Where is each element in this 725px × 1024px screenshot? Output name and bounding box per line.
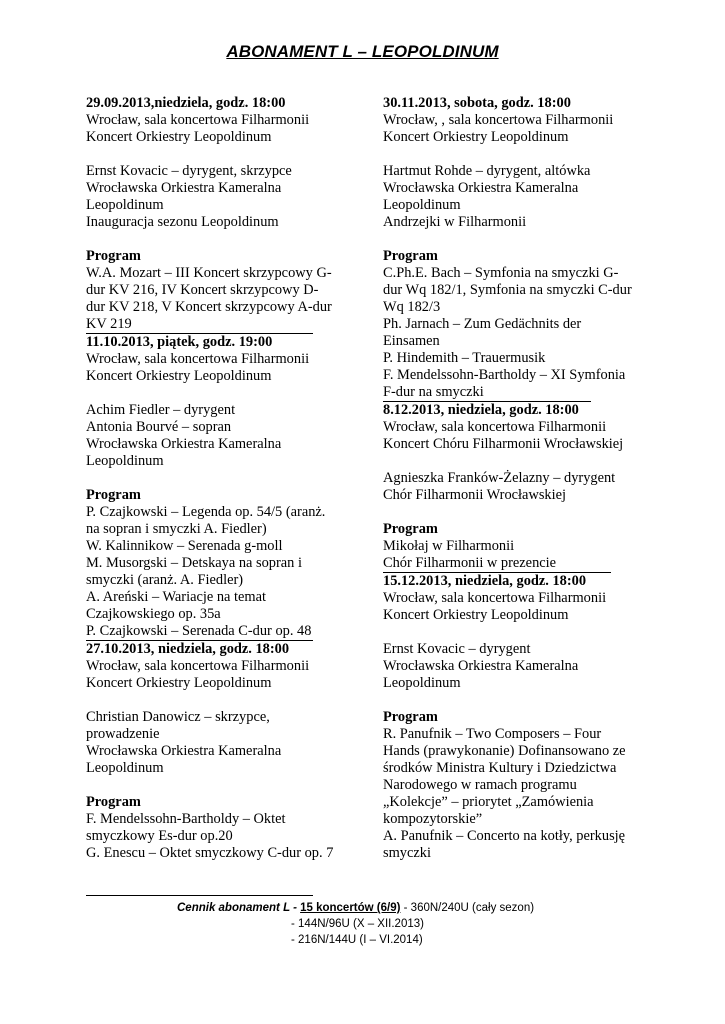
concert-place-line: Koncert Orkiestry Leopoldinum — [86, 368, 272, 384]
performer-line: Agnieszka Franków-Żelazny – dyrygent — [383, 470, 616, 486]
program-line: smyczki — [383, 845, 431, 861]
performer-line: Inauguracja sezonu Leopoldinum — [86, 214, 279, 230]
footer-divider — [86, 895, 313, 896]
performer-line: Ernst Kovacic – dyrygent — [383, 641, 531, 657]
concert-place-line: Wrocław, sala koncertowa Filharmonii — [86, 351, 310, 367]
concert-entry — [86, 334, 368, 640]
performer-line: Chór Filharmonii Wrocławskiej — [383, 487, 567, 503]
spacer — [383, 504, 659, 521]
program-line: dur KV 216, IV Koncert skrzypcowy D- — [86, 282, 319, 298]
concert-place-line: Wrocław, sala koncertowa Filharmonii — [383, 419, 607, 435]
program-line: W.A. Mozart – III Koncert skrzypcowy G- — [86, 265, 332, 281]
program-line: KV 219 — [86, 316, 132, 332]
concert-place-line: Wrocław, sala koncertowa Filharmonii — [86, 658, 310, 674]
performer-line: Hartmut Rohde – dyrygent, altówka — [383, 163, 591, 179]
concert-date: 29.09.2013,niedziela, godz. 18:00 — [86, 95, 286, 111]
program-line: F. Mendelssohn-Bartholdy – XI Symfonia — [383, 367, 626, 383]
concert-place-line: Koncert Chóru Filharmonii Wrocławskiej — [383, 436, 624, 452]
concert-entry — [383, 402, 659, 572]
price-label: Cennik abonament L - — [177, 902, 301, 914]
program-line: C.Ph.E. Bach – Symfonia na smyczki G- — [383, 265, 619, 281]
spacer — [383, 624, 659, 641]
program-line: dur KV 218, V Koncert skrzypcowy A-dur — [86, 299, 332, 315]
program-line: „Kolekcje” – priorytet „Zamówienia — [383, 794, 594, 810]
concert-date: 27.10.2013, niedziela, godz. 18:00 — [86, 641, 290, 657]
program-heading: Program — [383, 248, 438, 264]
program-line: Mikołaj w Filharmonii — [383, 538, 515, 554]
spacer — [86, 470, 368, 487]
right-column — [383, 95, 659, 862]
program-line: Czajkowskiego op. 35a — [86, 606, 221, 622]
program-line: dur Wq 182/1, Symfonia na smyczki C-dur — [383, 282, 632, 298]
program-line: W. Kalinnikow – Serenada g-moll — [86, 538, 283, 554]
program-heading: Program — [383, 521, 438, 537]
program-line: smyczki (aranż. A. Fiedler) — [86, 572, 244, 588]
concert-date: 30.11.2013, sobota, godz. 18:00 — [383, 95, 571, 111]
price-line-autumn: - 144N/96U (X – XII.2013) — [291, 918, 424, 930]
program-line: Chór Filharmonii w prezencie — [383, 555, 557, 571]
price-line-spring: - 216N/144U (I – VI.2014) — [291, 934, 423, 946]
page-title: ABONAMENT L – LEOPOLDINUM — [226, 42, 499, 61]
spacer — [86, 231, 368, 248]
program-line: na sopran i smyczki A. Fiedler) — [86, 521, 267, 537]
performer-line: Leopoldinum — [86, 453, 164, 469]
price-line-season — [177, 900, 534, 916]
performer-line: Wrocławska Orkiestra Kameralna — [383, 180, 579, 196]
performer-line: Ernst Kovacic – dyrygent, skrzypce — [86, 163, 292, 179]
performer-line: Leopoldinum — [86, 197, 164, 213]
performer-line: Christian Danowicz – skrzypce, — [86, 709, 270, 725]
concert-place-line: Wrocław, sala koncertowa Filharmonii — [383, 590, 607, 606]
spacer — [86, 146, 368, 163]
concert-place-line: Wrocław, sala koncertowa Filharmonii — [86, 112, 310, 128]
program-line: Ph. Jarnach – Zum Gedächnits der — [383, 316, 582, 332]
program-heading: Program — [86, 248, 141, 264]
concert-date: 8.12.2013, niedziela, godz. 18:00 — [383, 402, 579, 418]
performer-line: Leopoldinum — [86, 760, 164, 776]
concert-place-line: Koncert Orkiestry Leopoldinum — [383, 129, 569, 145]
program-line: A. Panufnik – Concerto na kotły, perkusję — [383, 828, 626, 844]
concert-place-line: Koncert Orkiestry Leopoldinum — [86, 129, 272, 145]
program-line: M. Musorgski – Detskaya na sopran i — [86, 555, 302, 571]
concert-count: 15 koncertów (6/9) — [300, 902, 401, 914]
program-heading: Program — [383, 709, 438, 725]
concert-entry — [86, 641, 368, 862]
spacer — [383, 231, 659, 248]
program-line: środków Ministra Kultury i Dziedzictwa — [383, 760, 617, 776]
spacer — [383, 692, 659, 709]
left-column — [86, 95, 368, 862]
program-heading: Program — [86, 487, 141, 503]
program-line: smyczkowy Es-dur op.20 — [86, 828, 233, 844]
concert-entry — [383, 95, 659, 401]
performer-line: Wrocławska Orkiestra Kameralna — [383, 658, 579, 674]
performer-line: Leopoldinum — [383, 197, 461, 213]
performer-line: Wrocławska Orkiestra Kameralna — [86, 180, 282, 196]
spacer — [86, 777, 368, 794]
program-line: G. Enescu – Oktet smyczkowy C-dur op. 7 — [86, 845, 334, 861]
program-line: P. Hindemith – Trauermusik — [383, 350, 546, 366]
program-heading: Program — [86, 794, 141, 810]
program-line: P. Czajkowski – Serenada C-dur op. 48 — [86, 623, 312, 639]
spacer — [383, 453, 659, 470]
program-line: Einsamen — [383, 333, 440, 349]
performer-line: Wrocławska Orkiestra Kameralna — [86, 436, 282, 452]
spacer — [86, 692, 368, 709]
performer-line: Achim Fiedler – dyrygent — [86, 402, 236, 418]
performer-line: Wrocławska Orkiestra Kameralna — [86, 743, 282, 759]
program-line: Wq 182/3 — [383, 299, 441, 315]
concert-place-line: Koncert Orkiestry Leopoldinum — [86, 675, 272, 691]
program-line: P. Czajkowski – Legenda op. 54/5 (aranż. — [86, 504, 326, 520]
concert-date: 15.12.2013, niedziela, godz. 18:00 — [383, 573, 587, 589]
performer-line: Andrzejki w Filharmonii — [383, 214, 527, 230]
concert-date: 11.10.2013, piątek, godz. 19:00 — [86, 334, 273, 350]
performer-line: prowadzenie — [86, 726, 160, 742]
program-line: Hands (prawykonanie) Dofinansowano ze — [383, 743, 626, 759]
program-line: F-dur na smyczki — [383, 384, 484, 400]
program-line: kompozytorskie” — [383, 811, 483, 827]
spacer — [383, 146, 659, 163]
concert-place-line: Wrocław, , sala koncertowa Filharmonii — [383, 112, 614, 128]
concert-place-line: Koncert Orkiestry Leopoldinum — [383, 607, 569, 623]
program-line: F. Mendelssohn-Bartholdy – Oktet — [86, 811, 286, 827]
program-line: Narodowego w ramach programu — [383, 777, 577, 793]
spacer — [86, 385, 368, 402]
concert-entry — [383, 573, 659, 862]
program-line: R. Panufnik – Two Composers – Four — [383, 726, 602, 742]
concert-entry — [86, 95, 368, 333]
performer-line: Antonia Bourvé – sopran — [86, 419, 232, 435]
performer-line: Leopoldinum — [383, 675, 461, 691]
program-line: A. Areński – Wariacje na temat — [86, 589, 266, 605]
season-price: - 360N/240U (cały sezon) — [400, 902, 535, 914]
